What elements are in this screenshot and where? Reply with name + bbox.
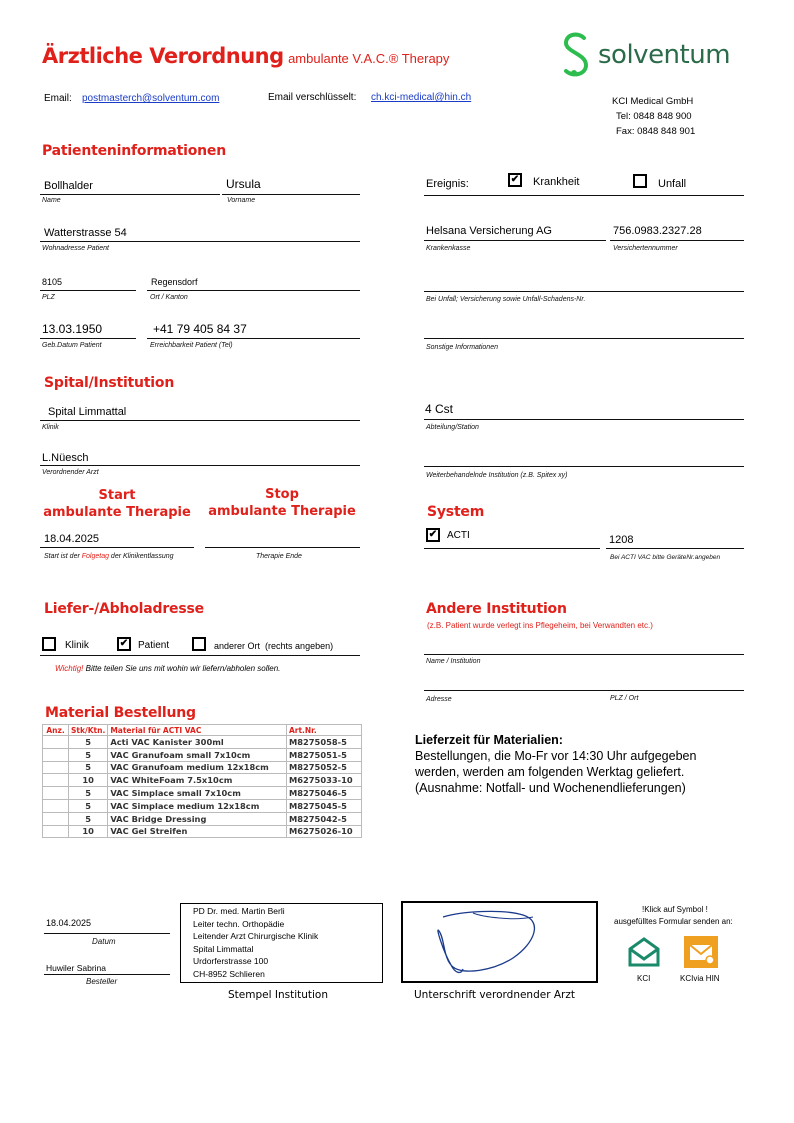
- hin-send-button[interactable]: [684, 936, 718, 968]
- table-row: 5 VAC Granufoam small 7x10cm M8275051-5: [43, 748, 362, 761]
- stamp-line: Leitender Arzt Chirurgische Klinik: [193, 931, 319, 941]
- kasse-label: Krankenkasse: [426, 245, 471, 252]
- email-label: Email:: [44, 93, 72, 104]
- andere-name-label: Name / Institution: [426, 658, 481, 665]
- solventum-logo: [560, 32, 740, 82]
- kci-send-button[interactable]: [627, 936, 661, 968]
- system-line: [424, 548, 600, 549]
- vnr-line: [610, 240, 744, 241]
- patient-name[interactable]: Bollhalder: [44, 180, 93, 192]
- start-date[interactable]: 18.04.2025: [44, 533, 100, 545]
- vnr-label: Versichertennummer: [613, 245, 678, 252]
- weiter-label: Weiterbehandelnde Institution (z.B. Spitex xy): [426, 472, 568, 479]
- company-tel: Tel: 0848 848 900: [616, 111, 692, 122]
- unfall-info-label: Bei Unfall; Versicherung sowie Unfall-Schadens-Nr.: [426, 296, 586, 303]
- stop-heading-2: ambulante Therapie: [208, 504, 356, 519]
- check-icon: ✔: [119, 638, 129, 649]
- folgetag: Folgetag: [81, 553, 109, 560]
- liefer-hint: Wichtig! Bitte teilen Sie uns mit wohin wir liefern/abholen sollen.: [55, 664, 281, 673]
- table-row: 5 VAC Granufoam medium 12x18cm M8275052-5: [43, 761, 362, 774]
- check-icon: ✔: [428, 529, 438, 540]
- email-link[interactable]: postmasterch@solventum.com: [82, 93, 220, 104]
- name-label: Name: [42, 197, 61, 204]
- liefer-patient-label: Patient: [138, 640, 170, 651]
- company-fax: Fax: 0848 848 901: [616, 126, 696, 137]
- stamp-box: [180, 903, 383, 983]
- weiter-line: [424, 466, 744, 467]
- email-enc-link[interactable]: ch.kci-medical@hin.ch: [371, 92, 472, 103]
- table-row: 10 VAC Gel Streifen M6275026-10: [43, 825, 362, 838]
- liefer-anderer-checkbox[interactable]: [192, 637, 206, 651]
- col-material: Material für ACTI VAC: [108, 725, 287, 736]
- datum-line: [44, 933, 170, 934]
- anz-cell[interactable]: [43, 736, 69, 749]
- klinik-line: [40, 420, 360, 421]
- plz-line: [40, 290, 136, 291]
- andere-name-line: [424, 654, 744, 655]
- section-andere: Andere Institution: [426, 601, 567, 617]
- signature-box[interactable]: [401, 901, 598, 983]
- title-main: Ärztliche Verordnung: [42, 44, 284, 68]
- ort-line: [147, 290, 360, 291]
- vorname-label: Vorname: [227, 197, 256, 204]
- stop-heading: [205, 486, 359, 520]
- table-row: 5 Acti VAC Kanister 300ml M8275058-5: [43, 736, 362, 749]
- arzt-line: [40, 465, 360, 466]
- anz-cell[interactable]: [43, 812, 69, 825]
- acti-label: ACTI: [447, 530, 470, 541]
- lieferzeit-block: [415, 732, 696, 796]
- signature-scribble: [403, 903, 596, 981]
- dob-line: [40, 338, 136, 339]
- geraet-note: Bei ACTI VAC bitte GeräteNr.angeben: [610, 554, 721, 561]
- section-system: System: [427, 504, 485, 520]
- table-row: 5 VAC Simplace medium 12x18cm M8275045-5: [43, 799, 362, 812]
- datum-label: Datum: [92, 937, 116, 946]
- liefer-patient-checkbox[interactable]: [117, 637, 131, 651]
- stop-line: [205, 547, 360, 548]
- anz-cell[interactable]: [43, 799, 69, 812]
- title-sub: ambulante V.A.C.® Therapy: [288, 51, 450, 66]
- patient-vorname[interactable]: Ursula: [226, 177, 261, 191]
- logo-text: solventum: [598, 40, 731, 70]
- sonstige-label: Sonstige Informationen: [426, 344, 498, 351]
- start-heading-1: Start: [98, 488, 136, 503]
- abteilung-value[interactable]: 4 Cst: [425, 402, 454, 416]
- event-line: [424, 195, 744, 196]
- address-label: Wohnadresse Patient: [42, 245, 109, 252]
- datum-value[interactable]: 18.04.2025: [46, 918, 92, 928]
- ort-label: Ort / Kanton: [150, 294, 188, 301]
- address-line: [40, 241, 360, 242]
- patient-plz[interactable]: 8105: [42, 277, 63, 287]
- liefer-line: [40, 655, 360, 656]
- klinik-value[interactable]: Spital Limmattal: [48, 406, 127, 418]
- krankenkasse[interactable]: Helsana Versicherung AG: [426, 225, 552, 237]
- unfall-checkbox[interactable]: [633, 174, 647, 188]
- unfall-label: Unfall: [658, 178, 687, 190]
- envelope-icon: [684, 936, 718, 968]
- section-patient: Patienteninformationen: [42, 143, 226, 159]
- section-liefer: Liefer-/Abholadresse: [44, 601, 204, 617]
- table-row: 5 VAC Bridge Dressing M8275042-5: [43, 812, 362, 825]
- stamp-line: PD Dr. med. Martin Berli: [193, 906, 285, 916]
- material-header-row: [43, 725, 362, 736]
- stamp-line: Urdorferstrasse 100: [193, 956, 269, 966]
- besteller-label: Besteller: [86, 977, 118, 986]
- event-label: Ereignis:: [426, 178, 469, 190]
- start-heading: [40, 487, 194, 521]
- lieferzeit-title: Lieferzeit für Materialien:: [415, 733, 563, 747]
- vorname-line: [222, 194, 360, 195]
- andere-adresse-label: Adresse: [426, 696, 452, 703]
- liefer-klinik-checkbox[interactable]: [42, 637, 56, 651]
- stop-heading-1: Stop: [265, 487, 299, 502]
- anz-cell[interactable]: [43, 825, 69, 838]
- solventum-s-icon: [560, 32, 594, 78]
- lieferzeit-line2: werden, werden am folgenden Werktag geliefert.: [415, 765, 685, 779]
- patient-address[interactable]: Watterstrasse 54: [44, 227, 127, 239]
- section-spital: Spital/Institution: [44, 375, 175, 391]
- company-name: KCI Medical GmbH: [612, 96, 694, 107]
- anz-cell[interactable]: [43, 774, 69, 787]
- stamp-line: CH-8952 Schlieren: [193, 968, 265, 979]
- kci-label: KCI: [637, 974, 651, 983]
- liefer-klinik-label: Klinik: [65, 640, 89, 651]
- patient-ort[interactable]: Regensdorf: [151, 277, 198, 287]
- geraet-line: [606, 548, 744, 549]
- abteilung-label: Abteilung/Station: [426, 424, 479, 431]
- sonstige-line: [424, 338, 744, 339]
- besteller-value[interactable]: Huwiler Sabrina: [46, 963, 106, 973]
- arzt-value[interactable]: L.Nüesch: [42, 452, 89, 464]
- phone-label: Erreichbarkeit Patient (Tel): [150, 342, 233, 349]
- start-heading-2: ambulante Therapie: [43, 505, 191, 520]
- name-line: [40, 194, 220, 195]
- col-stk: Stk/Ktn.: [69, 725, 108, 736]
- stamp-line: Spital Limmattal: [193, 943, 254, 954]
- stamp-label: Stempel Institution: [228, 989, 328, 1001]
- anz-cell[interactable]: [43, 787, 69, 800]
- andere-plz-label: PLZ / Ort: [610, 695, 639, 702]
- abteilung-line: [424, 419, 744, 420]
- arzt-label: Verordnender Arzt: [42, 469, 99, 476]
- email-enc-label: Email verschlüsselt:: [268, 92, 357, 103]
- section-material: Material Bestellung: [45, 705, 196, 721]
- dob-label: Geb.Datum Patient: [42, 342, 102, 349]
- klinik-label: Klinik: [42, 424, 59, 431]
- start-note: Start ist der Folgetag der Klinikentlassung: [44, 553, 174, 560]
- krankheit-checkbox[interactable]: [508, 173, 522, 187]
- col-artnr: Art.Nr.: [286, 725, 361, 736]
- stamp-line: Leiter techn. Orthopädie: [193, 918, 285, 929]
- check-icon: ✔: [510, 174, 520, 185]
- versichertennummer[interactable]: 756.0983.2327.28: [613, 225, 702, 237]
- plz-label: PLZ: [42, 294, 55, 301]
- lieferzeit-line1: Bestellungen, die Mo-Fr vor 14:30 Uhr aufgegeben: [415, 749, 697, 763]
- start-line: [40, 547, 194, 548]
- besteller-line: [44, 974, 170, 975]
- anz-cell[interactable]: [43, 761, 69, 774]
- unfall-info-line: [424, 291, 744, 292]
- ende-label: Therapie Ende: [256, 553, 302, 560]
- acti-checkbox[interactable]: [426, 528, 440, 542]
- envelope-icon: [627, 936, 661, 968]
- phone-line: [147, 338, 360, 339]
- table-row: 5 VAC Simplace small 7x10cm M8275046-5: [43, 787, 362, 800]
- send-instruction-1: !Klick auf Symbol !: [642, 905, 708, 914]
- geraet-nr[interactable]: 1208: [609, 534, 634, 546]
- anz-cell[interactable]: [43, 748, 69, 761]
- form-title: [42, 44, 449, 68]
- material-table: [42, 724, 362, 838]
- andere-note: (z.B. Patient wurde verlegt ins Pflegeheim, bei Verwandten etc.): [427, 621, 653, 630]
- krankheit-label: Krankheit: [533, 176, 580, 188]
- signature-label: Unterschrift verordnender Arzt: [414, 989, 575, 1001]
- send-instruction-2: ausgefülltes Formular senden an:: [614, 917, 733, 926]
- table-row: 10 VAC WhiteFoam 7.5x10cm M6275033-10: [43, 774, 362, 787]
- kasse-line: [424, 240, 606, 241]
- patient-phone[interactable]: +41 79 405 84 37: [153, 322, 247, 336]
- andere-adresse-line: [424, 690, 744, 691]
- patient-dob[interactable]: 13.03.1950: [42, 322, 103, 336]
- hin-label: KCIvia HIN: [680, 974, 720, 983]
- liefer-anderer-label: anderer Ort (rechts angeben): [214, 641, 334, 651]
- col-anz: Anz.: [43, 725, 69, 736]
- lieferzeit-line3: (Ausnahme: Notfall- und Wochenendlieferungen): [415, 781, 686, 795]
